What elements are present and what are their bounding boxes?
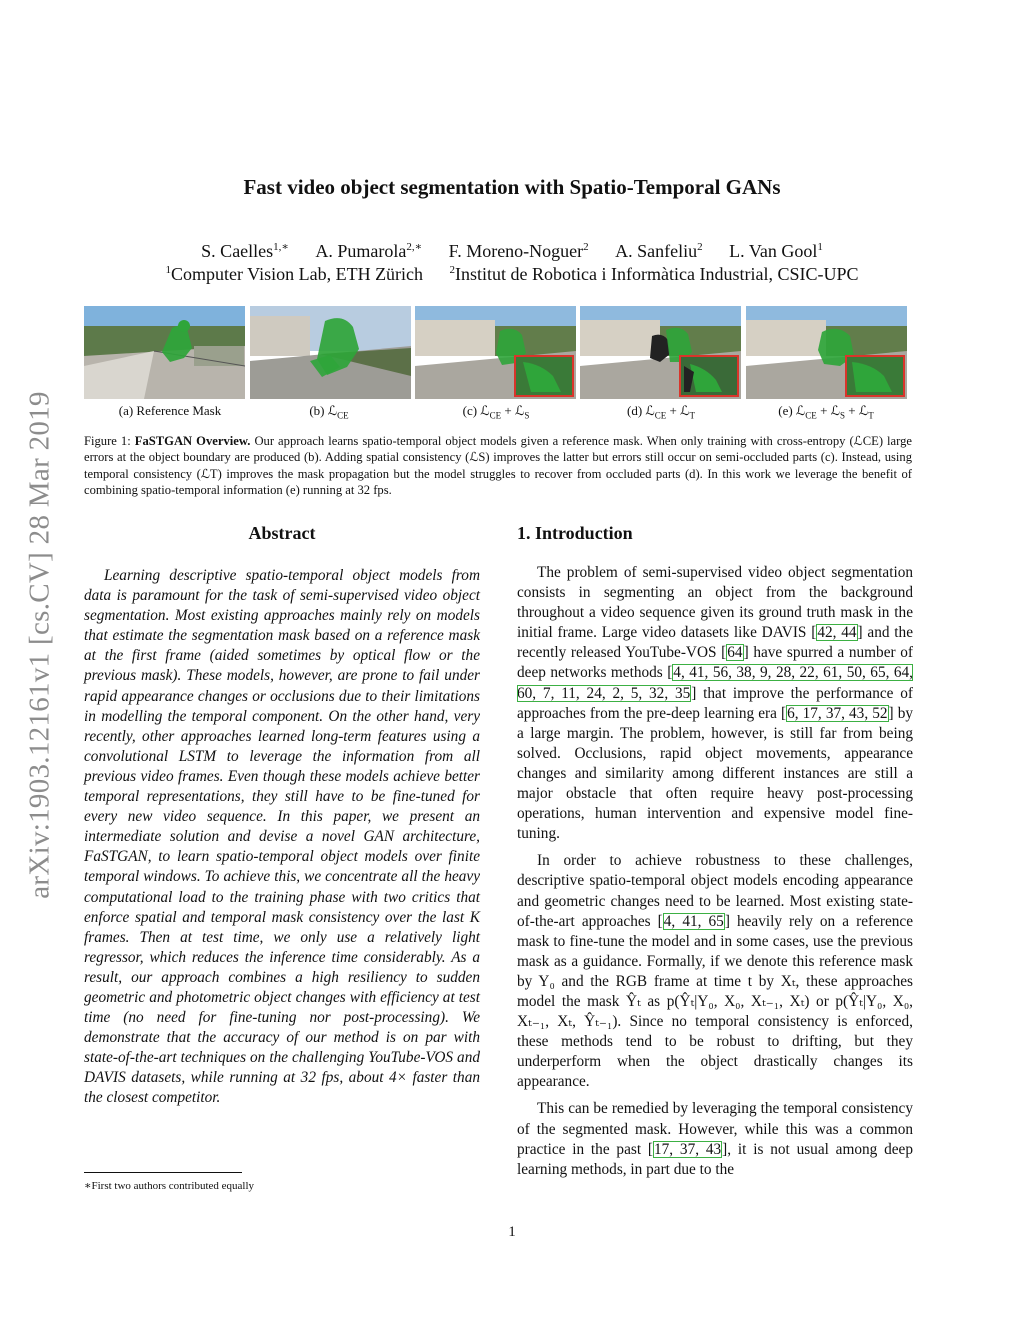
figure-panel-d [580, 306, 741, 399]
citation-link[interactable]: 42, 44 [817, 624, 857, 642]
subcaption-b: (b) ℒ$_{CE}$ [309, 403, 349, 421]
intro-paragraph-2: In order to achieve robustness to these challenges, descriptive spatio-temporal object models encoding appearance and geometric changes need to be learned. Most existing state-of-the-art approaches [4, 41, 65] heavily rely on a reference mask to fine-tune the model and in some cases, use the previous mask as a guidance. Formally, if we denote this reference mask by Y₀ and the RGB frame at time t by Xₜ, these approaches model the mask Ŷₜ as p(Ŷₜ|Y₀, X₀, Xₜ₋₁, Xₜ) or p(Ŷₜ|Y₀, X₀, Xₜ₋₁, Xₜ, Ŷₜ₋₁). Since no temporal consistency is enforced, these methods tend to be robust to drifting, but they underperform when the object drastically changes its appearance. [517, 852, 913, 1091]
author: A. Pumarola$^{2,∗}$ [315, 241, 423, 261]
caption-text: Our approach learns spatio-temporal object models given a reference mask. When only training with cross-entropy (ℒCE) large errors at the object boundary are produced (b). Adding spatial consistency (ℒS) improves the latter but errors still occur on semi-occluded parts (c). Instead, using temporal consistency (ℒT) improves the mask propagation but the model struggles to recover from occluded parts (d). In this work we leverage the benefit of combining spatio-temporal information (e) running at 32 fps. [84, 434, 913, 497]
citation-link[interactable]: 6, 17, 37, 43, 52 [787, 704, 888, 722]
citation-link[interactable]: 4, 41, 65 [663, 912, 724, 930]
intro-paragraph-3: This can be remedied by leveraging the temporal consistency of the segmented mask. However, while this was a common practice in the past [17, 37, 43], it is not usual among deep learning methods, in part due to the [517, 1100, 913, 1178]
abstract-paragraph: Learning descriptive spatio-temporal object models from data is paramount for the task of semi-supervised video object segmentation. Most existing approaches mainly rely on models that estimate the segmentation mask based on a reference mask at the first frame (aided sometimes by optical flow or the previous mask). These models, however, are prone to fail under rapid appearance changes or occlusions due to their limitations in modelling the temporal component. On the other hand, very recently, other approaches learned long-term features using a convolutional LSTM to leverage the information from all previous video frames. Even though these models achieve better temporal representations, they still have to be fine-tuned for every new video sequence. In this paper, we present an intermediate solution and devise a novel GAN architecture, FaSTGAN, to learn spatio-temporal object models over finite temporal windows. To achieve this, we concentrate all the heavy computational load to the training phase with two critics that enforce spatial and temporal mask consistency over the last K frames. Then at test time, we only use a relatively light regressor, which reduces the inference time considerably. As a result, our approach combines a high resiliency to sudden geometric and photometric object changes with efficiency at test time (no need for fine-tuning nor post-processing). We demonstrate that the accuracy of our method is on par with state-of-the-art techniques on the challenging YouTube-VOS and DAVIS datasets, while running at 32 fps, about 4× faster than the closest competitor. [84, 567, 480, 1107]
author: S. Caelles$^{1,∗}$ [201, 241, 289, 261]
citation-link[interactable]: 64 [727, 644, 743, 662]
affiliation: $^1$Computer Vision Lab, ETH Zürich [165, 264, 424, 284]
figure-panel-c [415, 306, 576, 399]
introduction-body [517, 563, 913, 1180]
paper-title: Fast video object segmentation with Spatio-Temporal GANs [243, 175, 781, 199]
figure-panel-a-reference-mask [84, 306, 245, 399]
caption-bold-title: FaSTGAN Overview. [134, 434, 251, 448]
author-list [0, 240, 1024, 262]
author: L. Van Gool$^1$ [729, 241, 823, 261]
figure-1-caption [84, 433, 912, 498]
arxiv-identifier-stamp [8, 350, 72, 940]
caption-label: Figure 1: [84, 434, 131, 448]
abstract-heading: Abstract [248, 523, 316, 543]
footnote: ∗First two authors contributed equally [84, 1180, 255, 1192]
subcaption-c: (c) ℒ$_{CE}$ + ℒ$_S$ [462, 403, 530, 421]
subcaption-e: (e) ℒ$_{CE}$ + ℒ$_S$ + ℒ$_T$ [778, 403, 874, 421]
arxiv-identifier-text: arXiv:1903.12161v1 [cs.CV] 28 Mar 2019 [23, 391, 56, 899]
figure-panel-b [250, 306, 411, 399]
subcaption-a: (a) Reference Mask [118, 403, 222, 418]
introduction-heading: 1. Introduction [517, 523, 633, 543]
page-number: 1 [508, 1224, 516, 1240]
intro-paragraph-1: The problem of semi-supervised video object segmentation consists in segmenting an object from the background throughout a video sequence given its ground truth mask in the initial frame. Large video datasets like DAVIS [42, 44] and the recently released YouTube-VOS [64] have spurred a number of deep networks methods [4, 41, 56, 38, 9, 28, 22, 61, 50, 65, 64, 60, 7, 11, 24, 2, 5, 32, 35] that improve the performance of approaches from the pre-deep learning era [6, 17, 37, 43, 52] by a large margin. The problem, however, is still far from being solved. Occlusions, rapid object movements, appearance changes and similarity among different instances are still a major obstacle that often require heavy post-processing operations, human intervention and expensive model fine-tuning. [517, 564, 914, 843]
citation-link[interactable]: 4, 41, 56, 38, 9, 28, 22, 61, 50, 65, 64, 60, 7, 11, 24, 2, 5, 32, 35 [517, 664, 914, 702]
author: A. Sanfeliu$^2$ [615, 241, 703, 261]
figure-1-image-row [84, 306, 910, 399]
affiliation-list [0, 264, 1024, 285]
footnote-divider [84, 1172, 242, 1173]
abstract-body [84, 566, 480, 1109]
subcaption-d: (d) ℒ$_{CE}$ + ℒ$_T$ [627, 403, 695, 421]
figure-panel-e [746, 306, 907, 399]
affiliation: $^2$Institut de Robotica i Informàtica Industrial, CSIC-UPC [449, 264, 859, 284]
author: F. Moreno-Noguer$^2$ [448, 241, 589, 261]
citation-link[interactable]: 17, 37, 43 [653, 1140, 722, 1158]
